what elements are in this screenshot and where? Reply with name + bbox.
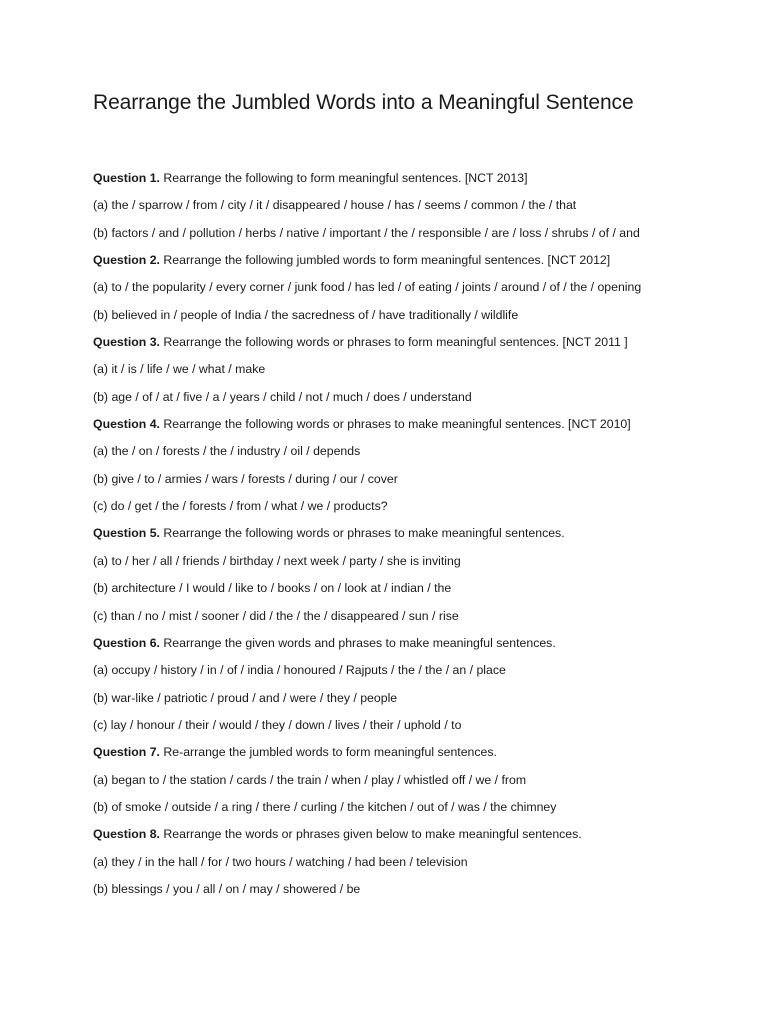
- question-instruction: Rearrange the following words or phrases to make meaningful sentences.: [159, 526, 565, 541]
- document-page: [93, 88, 683, 908]
- jumbled-item: (a) it / is / life / we / what / make: [93, 362, 266, 377]
- question-heading: [93, 252, 683, 269]
- question-label: Question 4.: [93, 417, 160, 432]
- question-heading: [93, 826, 683, 843]
- question-7: [93, 744, 683, 816]
- jumbled-item: (b) give / to / armies / wars / forests / during / our / cover: [93, 471, 398, 486]
- question-instruction: Rearrange the following jumbled words to form meaningful sentences. [NCT 2012]: [159, 253, 611, 268]
- jumbled-item: (c) do / get / the / forests / from / what / we / products?: [93, 499, 388, 514]
- question-heading: [93, 416, 683, 433]
- question-2: [93, 252, 683, 324]
- jumbled-item: (b) war-like / patriotic / proud / and / were / they / people: [93, 690, 398, 705]
- question-4: [93, 416, 683, 515]
- question-instruction: Rearrange the following words or phrases to form meaningful sentences. [NCT 2011 ]: [159, 335, 628, 350]
- question-instruction: Rearrange the following to form meaningful sentences. [NCT 2013]: [159, 171, 528, 185]
- question-instruction: Rearrange the words or phrases given below to make meaningful sentences.: [159, 827, 582, 842]
- jumbled-item: (b) believed in / people of India / the sacredness of / have traditionally / wildlife: [93, 307, 519, 322]
- jumbled-item: (a) began to / the station / cards / the train / when / play / whistled off / we / from: [93, 772, 527, 787]
- question-label: Question 7.: [93, 745, 160, 760]
- question-3: [93, 334, 683, 406]
- question-5: [93, 525, 683, 624]
- question-label: Question 5.: [93, 526, 160, 541]
- question-1: [93, 170, 683, 242]
- question-heading: [93, 525, 683, 542]
- jumbled-item: (a) to / her / all / friends / birthday / next week / party / she is inviting: [93, 553, 461, 568]
- question-label: Question 1.: [93, 171, 160, 185]
- jumbled-item: (c) lay / honour / their / would / they / down / lives / their / uphold / to: [93, 717, 462, 732]
- question-8: [93, 826, 683, 898]
- jumbled-item: (b) factors / and / pollution / herbs / native / important / the / responsible / are / loss / shrubs / of / and: [93, 225, 640, 240]
- jumbled-item: (a) to / the popularity / every corner / junk food / has led / of eating / joints / around / of / the / opening: [93, 280, 642, 295]
- question-instruction: Re-arrange the jumbled words to form meaningful sentences.: [159, 745, 497, 760]
- question-6: [93, 635, 683, 734]
- question-heading: [93, 744, 683, 761]
- jumbled-item: (b) blessings / you / all / on / may / showered / be: [93, 881, 361, 896]
- question-instruction: Rearrange the given words and phrases to make meaningful sentences.: [159, 635, 556, 650]
- jumbled-item: (a) they / in the hall / for / two hours / watching / had been / television: [93, 854, 468, 869]
- jumbled-item: (c) than / no / mist / sooner / did / the / the / disappeared / sun / rise: [93, 608, 459, 623]
- question-label: Question 2.: [93, 253, 160, 268]
- jumbled-item: (a) occupy / history / in / of / india / honoured / Rajputs / the / the / an / place: [93, 663, 506, 678]
- question-instruction: Rearrange the following words or phrases to make meaningful sentences. [NCT 2010]: [159, 417, 631, 432]
- question-heading: [93, 170, 683, 187]
- question-heading: [93, 334, 683, 351]
- question-label: Question 8.: [93, 827, 160, 842]
- jumbled-item: (b) of smoke / outside / a ring / there / curling / the kitchen / out of / was / the chimney: [93, 799, 557, 814]
- question-heading: [93, 635, 683, 652]
- jumbled-item: (b) age / of / at / five / a / years / child / not / much / does / understand: [93, 389, 472, 404]
- question-label: Question 6.: [93, 635, 160, 650]
- jumbled-item: (a) the / sparrow / from / city / it / disappeared / house / has / seems / common / the / that: [93, 198, 577, 213]
- page-title: Rearrange the Jumbled Words into a Meaningful Sentence: [93, 91, 634, 114]
- jumbled-item: (b) architecture / I would / like to / books / on / look at / indian / the: [93, 581, 452, 596]
- question-label: Question 3.: [93, 335, 160, 350]
- jumbled-item: (a) the / on / forests / the / industry / oil / depends: [93, 444, 361, 459]
